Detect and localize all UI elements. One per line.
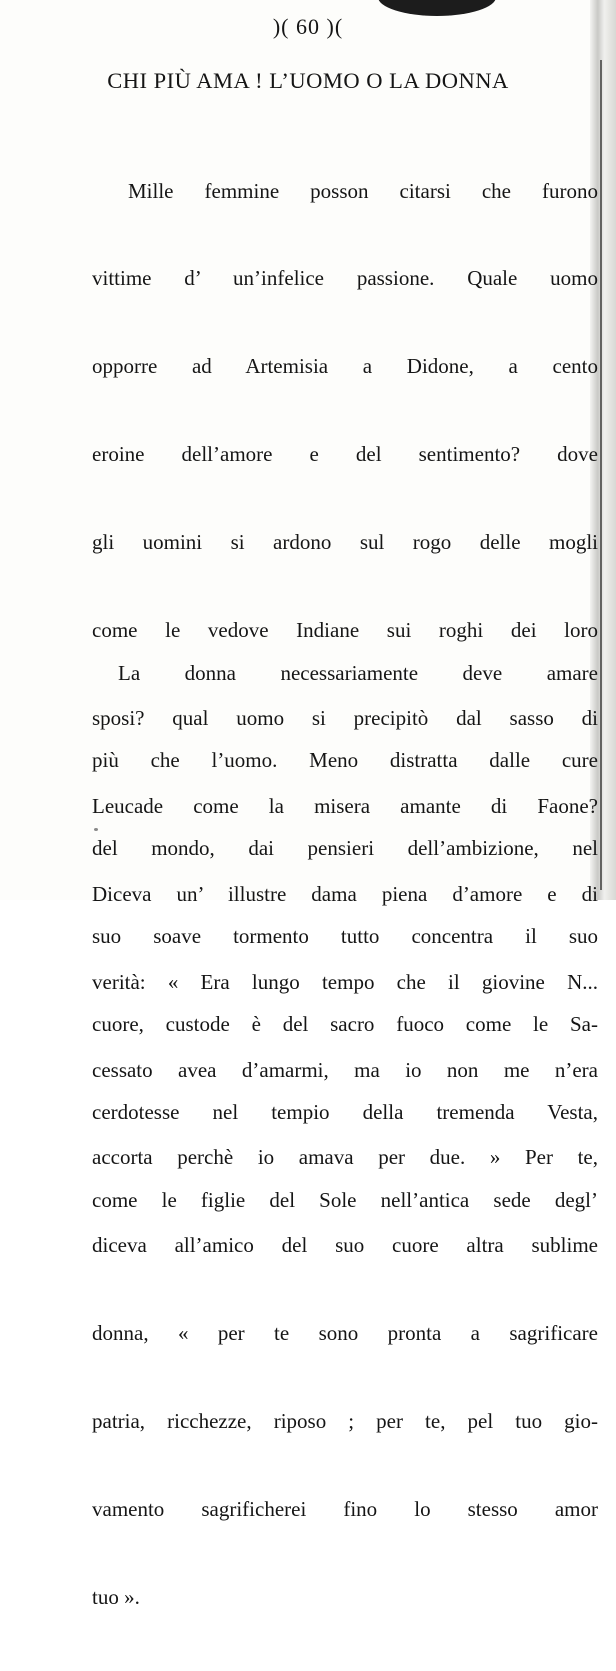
text-line: cerdotesse nel tempio della tremenda Vesta, (92, 1100, 598, 1125)
text-line: cuore, custode è del sacro fuoco come le Sa- (92, 1012, 598, 1037)
text-line: Diceva un’ illustre dama piena d’amore e di (92, 881, 598, 906)
text-line: tuo ». (92, 1584, 140, 1609)
chapter-heading: CHI PIÙ AMA ! L’UOMO O LA DONNA (107, 68, 509, 93)
text-line: opporre ad Artemisia a Didone, a cento (92, 354, 598, 379)
text-line: gli uomini si ardono sul rogo delle mogli (92, 530, 598, 555)
text-line: verità: « Era lungo tempo che il giovine N... (92, 969, 598, 994)
text-line: eroine dell’amore e del sentimento? dove (92, 442, 598, 467)
text-line: Mille femmine posson citarsi che furono (128, 178, 598, 203)
text-line: donna, « per te sono pronta a sagrificare (92, 1321, 598, 1346)
text-line: vittime d’ un’infelice passione. Quale uomo (92, 266, 598, 291)
paragraph-2 (92, 600, 598, 1274)
text-line: accorta perchè io amava per due. » Per te, (92, 1145, 598, 1170)
page-number: )( 60 )( (272, 14, 344, 39)
text-line: suo soave tormento tutto concentra il suo (92, 924, 598, 949)
text-line: più che l’uomo. Meno distratta dalle cure (92, 748, 598, 773)
text-line: Leucade come la misera amante di Faone? (92, 793, 598, 818)
page-edge-line (600, 60, 602, 890)
text-line: come le figlie del Sole nell’antica sede degl’ (92, 1187, 598, 1212)
text-line: patria, ricchezze, riposo ; per te, pel tuo gio- (92, 1409, 598, 1434)
text-line: vamento sagrificherei fino lo stesso amor (92, 1496, 598, 1521)
text-line: La donna necessariamente deve amare (118, 660, 598, 685)
text-line: diceva all’amico del suo cuore altra sublime (92, 1233, 598, 1258)
text-line: come le vedove Indiane sui roghi dei loro (92, 618, 598, 643)
text-line: del mondo, dai pensieri dell’ambizione, nel (92, 836, 598, 861)
paper-speck (94, 828, 98, 831)
text-line: cessato avea d’amarmi, ma io non me n’era (92, 1057, 598, 1082)
text-line: sposi? qual uomo si precipitò dal sasso di (92, 705, 598, 730)
